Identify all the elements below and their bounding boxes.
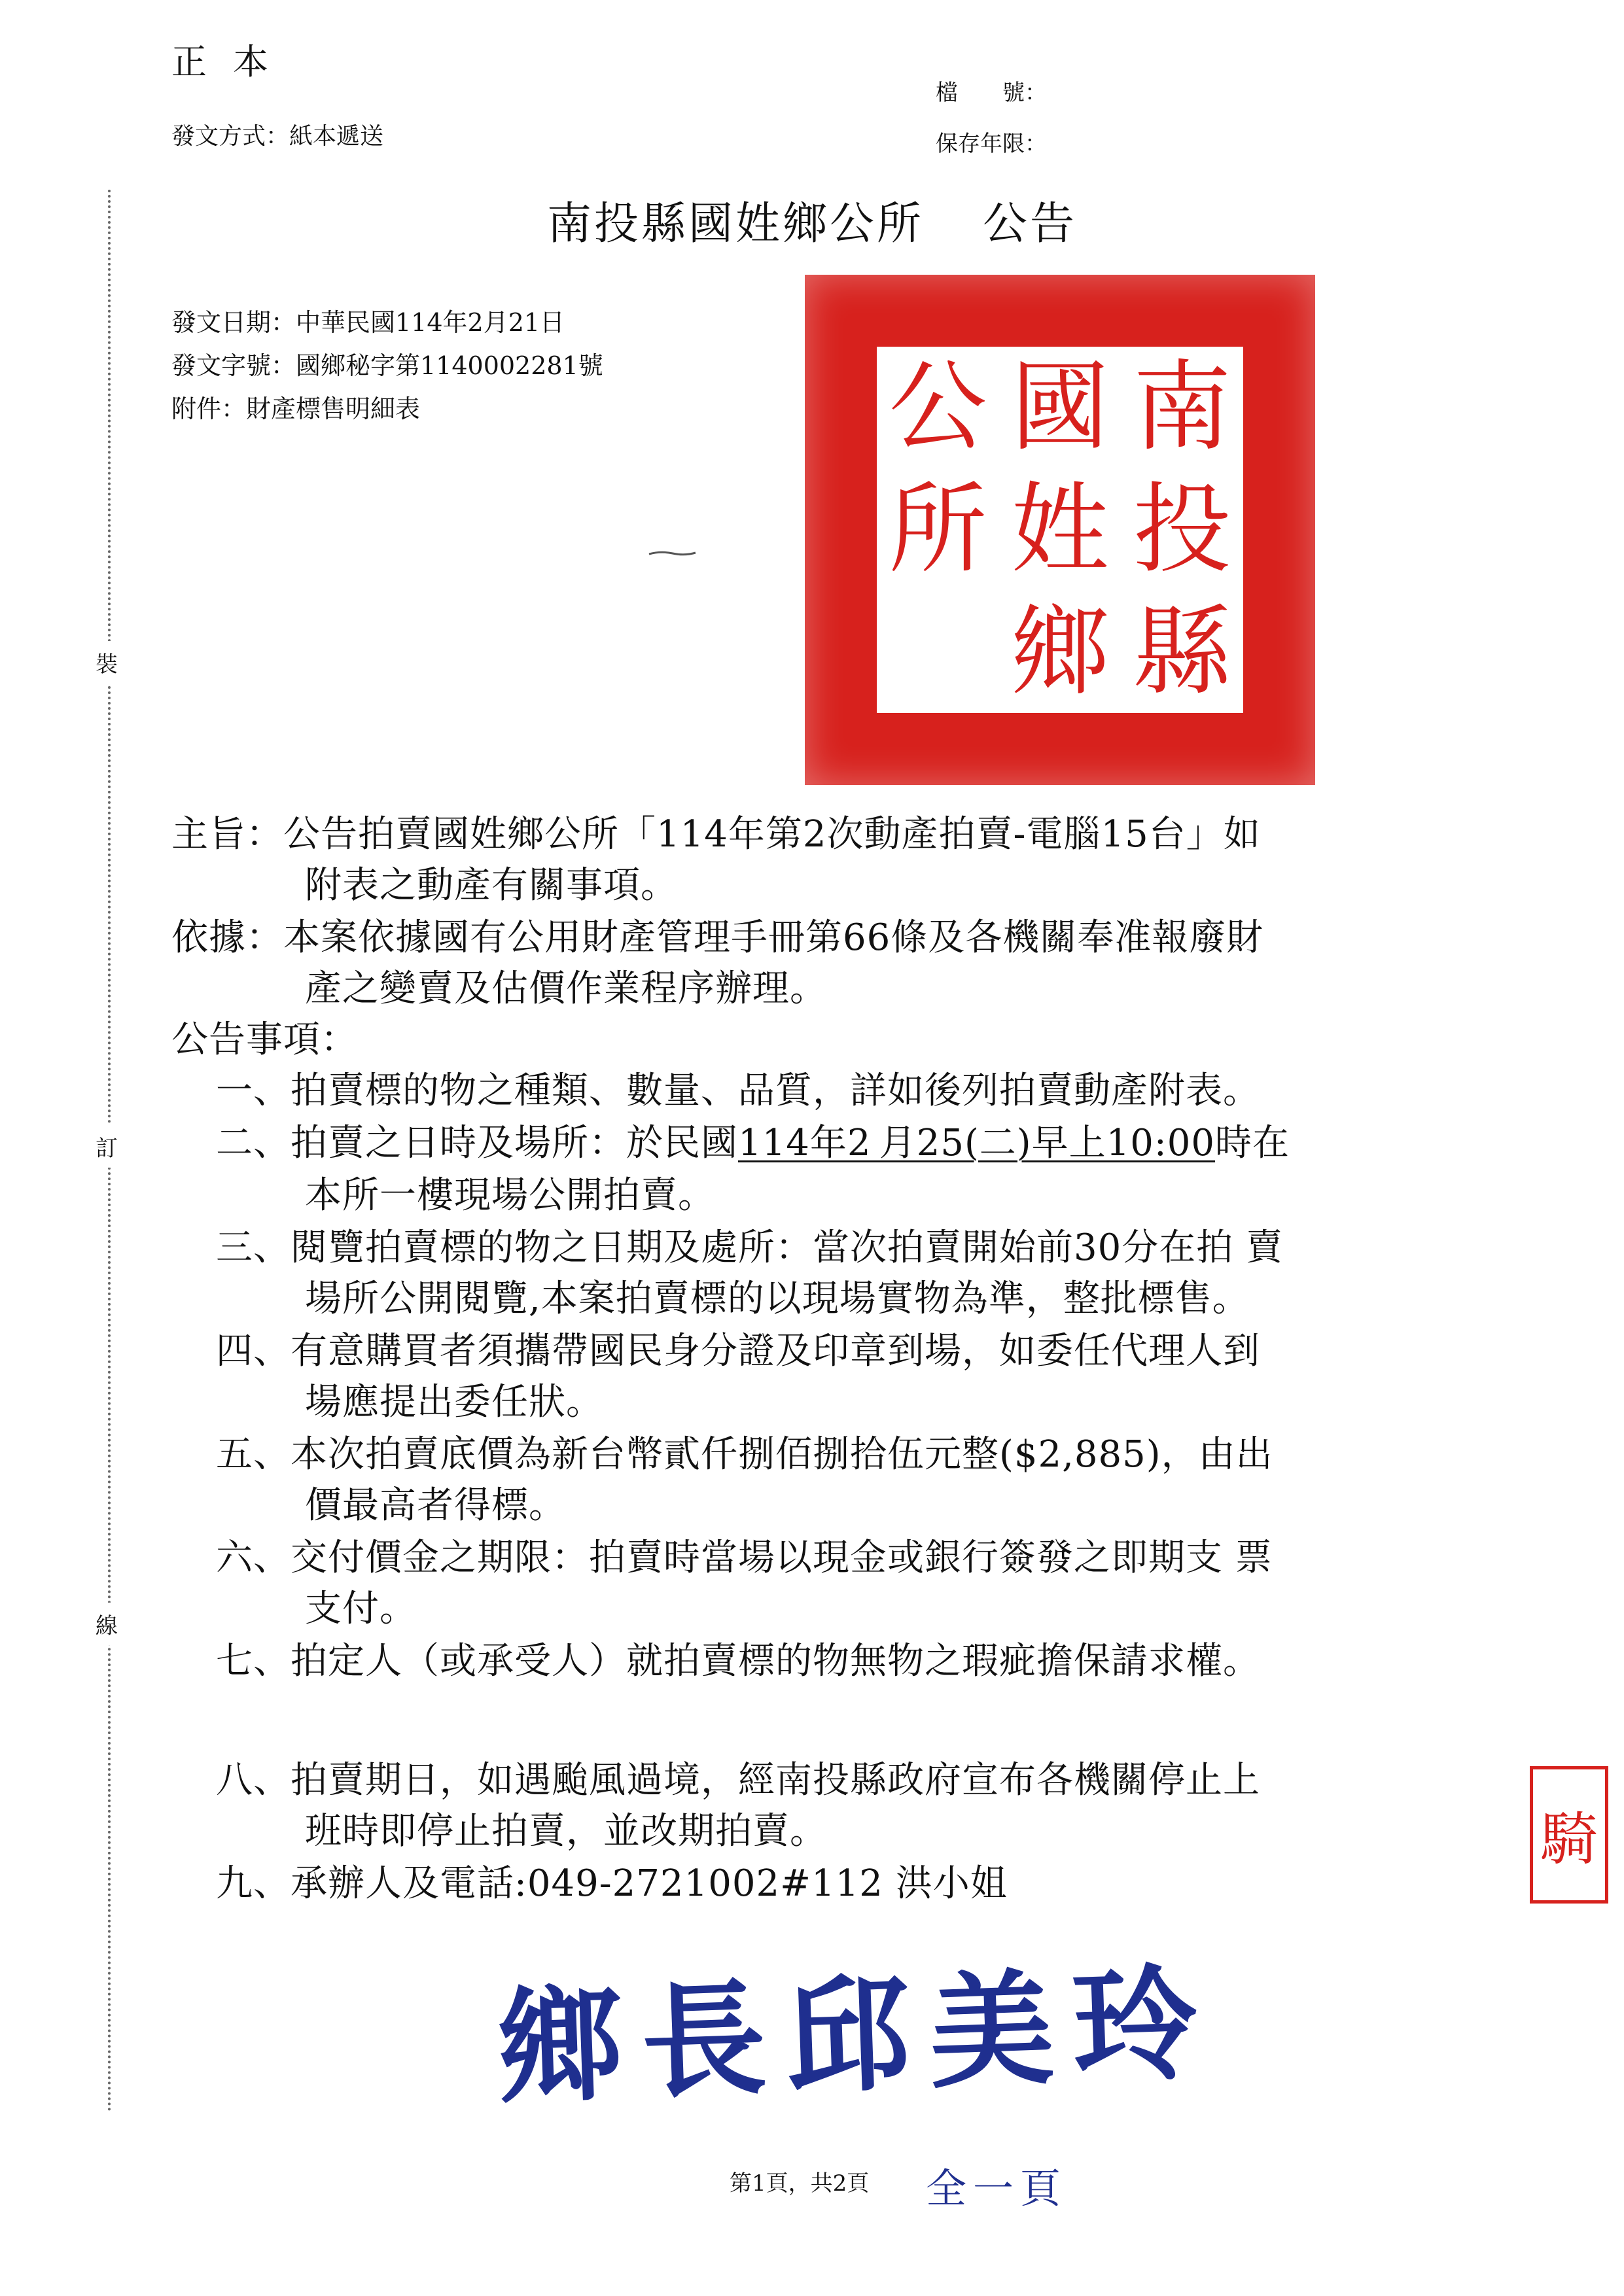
seal-char: 姓 (1010, 472, 1109, 587)
notice-item-1: 一、拍賣標的物之種類、數量、品質，詳如後列拍賣動產附表。 (216, 1070, 1260, 1112)
seal-char: 南 (1133, 351, 1231, 465)
send-method: 發文方式：紙本遞送 (171, 123, 384, 150)
basis-line-2: 產之變賣及估價作業程序辦理。 (305, 967, 827, 1010)
notice-item-6: 六、交付價金之期限：拍賣時當場以現金或銀行簽發之即期支 票 (216, 1537, 1273, 1579)
notice-item-3: 三、閱覽拍賣標的物之日期及處所：當次拍賣開始前30分在拍 賣 (216, 1226, 1284, 1269)
binding-mark-zhuang: 裝 (96, 641, 118, 684)
seal-char: 公 (889, 351, 987, 465)
official-seal (805, 275, 1315, 785)
notice-item-2-suffix: 時在 (1215, 1122, 1290, 1164)
notice-item-2-line-2: 本所一樓現場公開拍賣。 (305, 1174, 715, 1217)
seal-face (877, 347, 1243, 713)
seal-char: 縣 (1133, 595, 1231, 709)
basis-line-1: 依據：本案依據國有公用財產管理手冊第66條及各機關奉准報廢財 (171, 916, 1264, 959)
subject-line-1: 主旨：公告拍賣國姓鄉公所「114年第2次動產拍賣-電腦15台」如 (171, 813, 1261, 856)
notice-item-8-line-2: 班時即停止拍賣，並改期拍賣。 (305, 1810, 827, 1852)
notice-item-5-line-2: 價最高者得標。 (305, 1484, 566, 1527)
perforation-seal-stamp (1530, 1766, 1608, 1904)
notice-item-6-line-2: 支付。 (305, 1588, 417, 1630)
notice-item-4-line-2: 場應提出委任狀。 (305, 1381, 603, 1423)
ink-smudge (648, 549, 697, 557)
binding-mark-ding: 訂 (96, 1125, 118, 1168)
seal-char: 國 (1010, 351, 1109, 465)
seal-char: 投 (1133, 472, 1231, 587)
issuing-organization: 南投縣國姓鄉公所 (546, 198, 924, 250)
issue-date: 發文日期：中華民國114年2月21日 (171, 308, 565, 337)
mayor-signature: 鄉長邱美玲 (495, 1949, 1220, 2121)
subject-line-2: 附表之動產有關事項。 (305, 864, 678, 907)
notice-item-2-prefix: 二、拍賣之日時及場所：於民國 (216, 1122, 738, 1164)
notice-item-3-line-2: 場所公開閱覽,本案拍賣標的以現場實物為準，整批標售。 (305, 1278, 1250, 1320)
document-title (0, 188, 1624, 252)
notice-item-2 (216, 1122, 1290, 1164)
file-number-label: 檔 號： (936, 80, 1047, 106)
seal-char: 鄉 (1010, 595, 1109, 709)
retention-period-label: 保存年限： (936, 131, 1047, 157)
attachment-label: 附件：財產標售明細表 (171, 394, 421, 423)
notice-item-4: 四、有意購買者須攜帶國民身分證及印章到場，如委任代理人到 (216, 1330, 1260, 1372)
notice-item-7: 七、拍定人（或承受人）就拍賣標的物無物之瑕疵擔保請求權。 (216, 1640, 1260, 1682)
seal-char: 所 (889, 472, 987, 587)
seal-char (877, 591, 999, 713)
notice-item-8: 八、拍賣期日，如遇颱風過境，經南投縣政府宣布各機關停止上 (216, 1759, 1260, 1801)
notice-item-5: 五、本次拍賣底價為新台幣貳仟捌佰捌拾伍元整($2,885)，由出 (216, 1433, 1273, 1476)
document-kind: 公告 (983, 198, 1078, 250)
reference-number: 發文字號：國鄉秘字第1140002281號 (171, 351, 603, 380)
page-number: 第1頁，共2頁 (730, 2170, 870, 2197)
auction-datetime: 114年2 月25(二)早上10:00 (738, 1122, 1216, 1164)
handwritten-note: 全一頁 (926, 2165, 1068, 2212)
binding-mark-xian: 線 (96, 1603, 118, 1645)
notice-item-9: 九、承辦人及電話:049-2721002#112 洪小姐 (216, 1862, 1008, 1905)
perforation-seal-char: 騎 (1540, 1805, 1598, 1873)
copy-type-label: 正本 (171, 41, 294, 82)
notice-heading: 公告事項： (171, 1018, 358, 1061)
